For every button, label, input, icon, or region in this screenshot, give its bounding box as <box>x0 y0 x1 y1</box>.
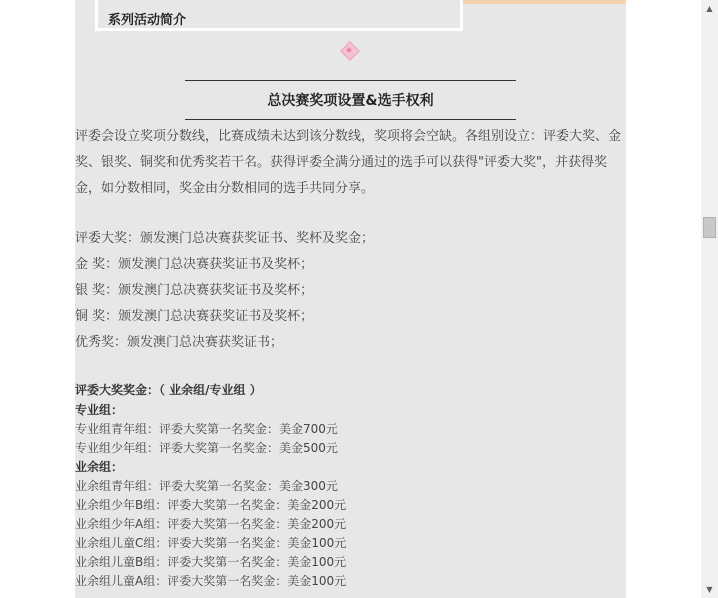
prize-line: 业余组少年A组：评委大奖第一名奖金：美金200元 <box>75 517 347 531</box>
prize-line: 业余组儿童C组：评委大奖第一名奖金：美金100元 <box>75 536 347 550</box>
award-item-bronze: 铜 奖：颁发澳门总决赛获奖证书及奖杯； <box>75 309 314 324</box>
prize-line: 业余组少年B组：评委大奖第一名奖金：美金200元 <box>75 498 347 512</box>
final-awards-title: 总决赛奖项设置&选手权利 <box>267 93 434 109</box>
award-item-excellence: 优秀奖：颁发澳门总决赛获奖证书； <box>75 335 284 350</box>
scroll-up-arrow-icon[interactable]: ▲ <box>706 4 713 13</box>
award-item-gold: 金 奖：颁发澳门总决赛获奖证书及奖杯； <box>75 257 314 272</box>
prize-line: 业余组青年组：评委大奖第一名奖金：美金300元 <box>75 479 338 493</box>
title-divider-top <box>185 80 516 81</box>
title-divider-bottom <box>185 119 516 120</box>
awards-intro-paragraph: 评委会设立奖项分数线，比赛成绩未达到该分数线，奖项将会空缺。各组别设立：评委大奖、金奖、银奖、铜奖和优秀奖若干名。获得评委全满分通过的选手可以获得"评委大奖"，并获得奖金，如分数相同，奖金由分数相同的选手共同分享。 <box>75 129 622 196</box>
section-title: 系列活动简介 <box>108 13 187 28</box>
prize-line: 专业组青年组：评委大奖第一名奖金：美金700元 <box>75 422 338 436</box>
award-list <box>75 226 374 356</box>
prize-heading: 评委大奖奖金：（ 业余组/专业组 ） <box>75 383 262 397</box>
prize-line: 业余组儿童A组：评委大奖第一名奖金：美金100元 <box>75 574 347 588</box>
professional-group-label: 专业组： <box>75 403 124 417</box>
prize-line: 专业组少年组：评委大奖第一名奖金：美金500元 <box>75 441 338 455</box>
award-item-silver: 银 奖：颁发澳门总决赛获奖证书及奖杯； <box>75 283 314 298</box>
amateur-group-label: 业余组： <box>75 460 124 474</box>
prize-line: 业余组儿童B组：评委大奖第一名奖金：美金100元 <box>75 555 347 569</box>
vertical-scrollbar[interactable] <box>701 0 718 598</box>
award-item-grand-jury: 评委大奖：颁发澳门总决赛获奖证书、奖杯及奖金； <box>75 231 375 246</box>
scrollbar-thumb[interactable] <box>703 217 716 238</box>
scroll-down-arrow-icon[interactable]: ▼ <box>706 585 713 594</box>
